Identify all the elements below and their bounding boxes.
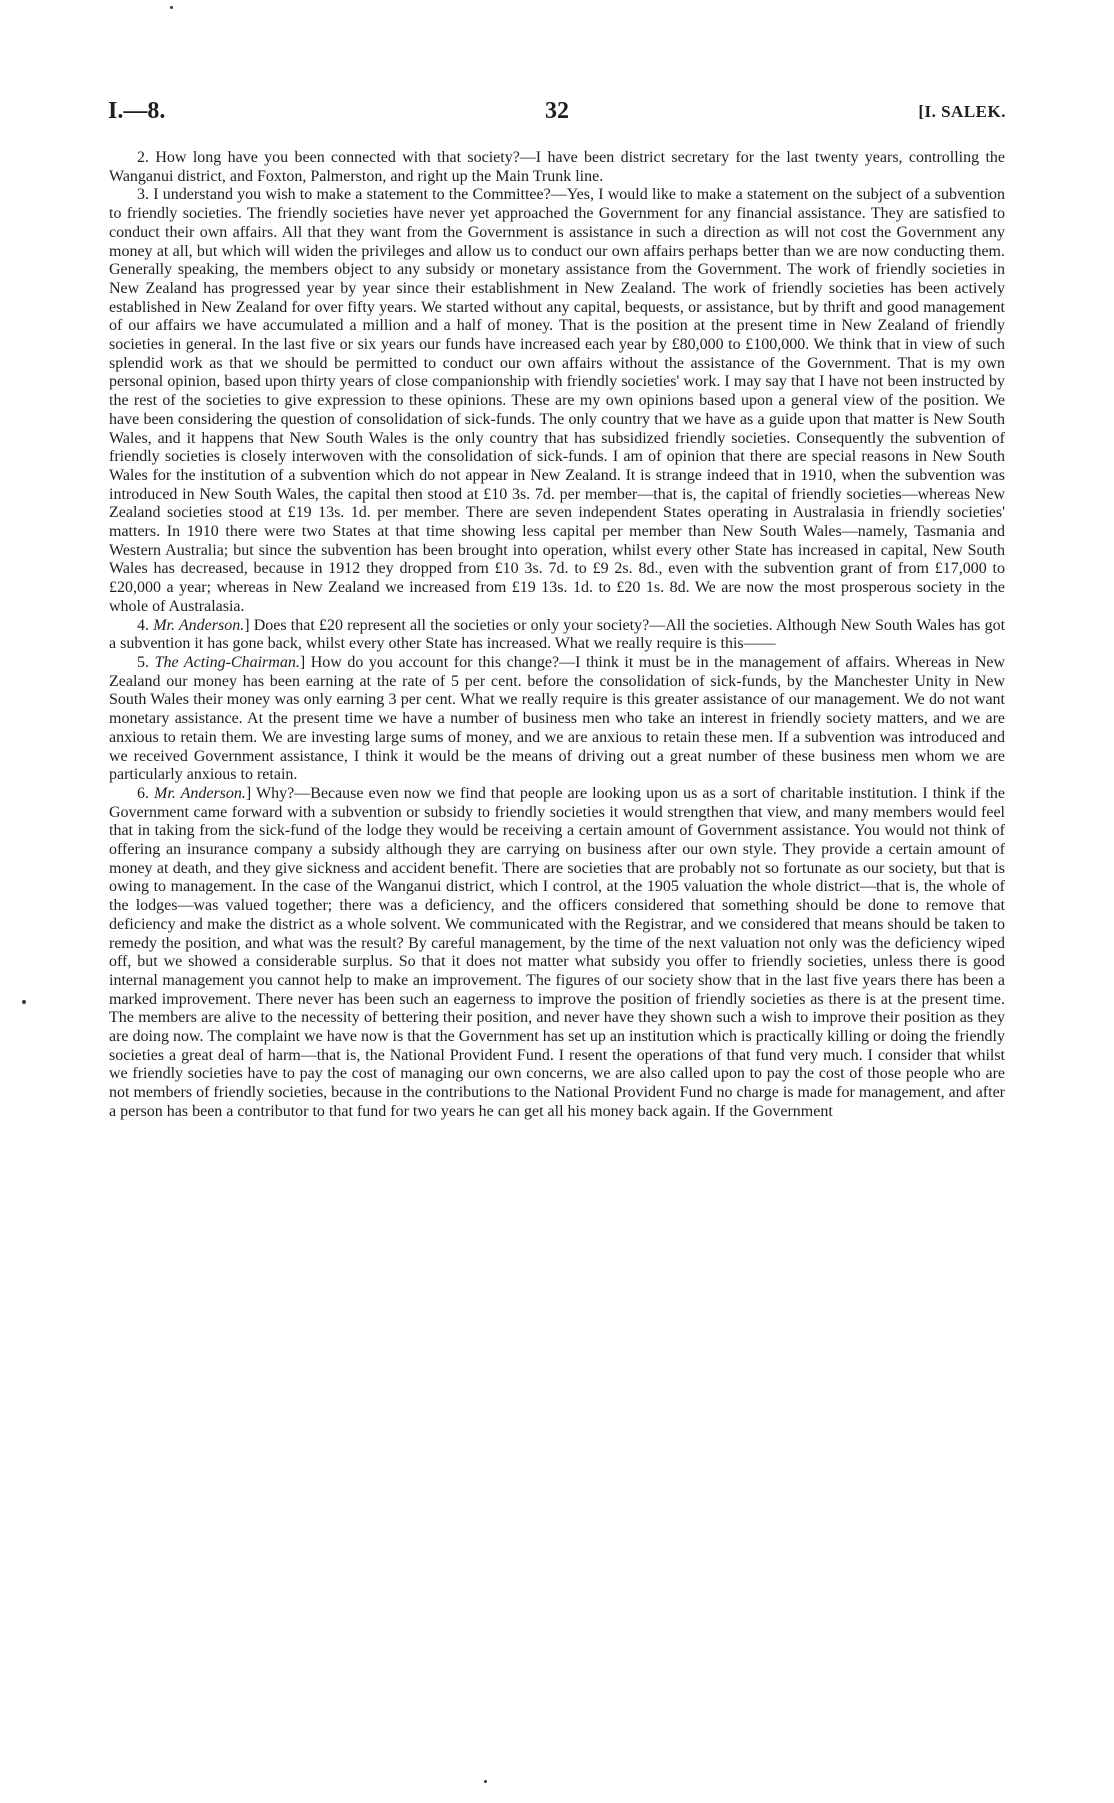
paragraph-2	[109, 149, 1005, 186]
speaker-name: Mr. Anderson.	[153, 616, 245, 634]
paragraph-6: 6. Mr. Anderson.] Why?—Because even now we find that people are looking upon us as a sort of charitable institution. I think if the Government came forward with a subvention or subsidy to friendly societies it would strengthen that view, and many members would feel that in taking from the sick-fund of the lodge they would be receiving a certain amount of Government assistance. You would not think of offering an insurance company a subsidy although they are carrying on business after our own style. They provide a certain amount of money at death, and they give sickness and accident benefit. There are societies that are probably not so fortunate as our society, but that is owing to management. In the case of the Wanganui district, which I control, at the 1905 valuation the whole district—that is, the whole of the lodges—was valued together; there was a deficiency, and the officers considered that something should be done to remove that deficiency and make the district as a whole solvent. We communicated with the Registrar, and we considered that means should be taken to remedy the position, and what was the result? By careful management, by the time of the next valuation not only was the deficiency wiped off, but we showed a considerable surplus. So that it does not matter what subsidy you offer to friendly societies, unless there is good internal management you cannot help to make an improvement. The figures of our society show that in the last five years there has been a marked improvement. There never has been such an eagerness to improve the position of friendly societies as there is at the present time. The members are alive to the necessity of bettering their position, and never have they shown such a wish to improve their position as they are doing now. The complaint we have now is that the Government has set up an institution which is practically killing or doing the friendly societies a great deal of harm—that is, the National Provident Fund. I resent the operations of that fund very much. I consider that whilst we friendly societies have to pay the cost of managing our own concerns, we are also called upon to pay the cost of those people who are not members of friendly societies, because in the contributions to the National Provident Fund no charge is made for management, and after a person has been a contributor to that fund for two years he can get all his money back again. If the Government	[109, 784, 1005, 1120]
paragraph-3	[109, 186, 1005, 616]
paragraph-text: How long have you been connected with that society?—I have been district secretary for the last twenty years, controlling the Wanganui district, and Foxton, Palmerston, and right up the Main Trunk line.	[109, 149, 1006, 185]
body-text	[109, 149, 1005, 1122]
paragraph-4: 4. Mr. Anderson.] Does that £20 represent all the societies or only your society?—All the societies. Although New South Wales has got a subvention it has gone back, whilst every other State has increased. What we really require is this——	[109, 616, 1006, 653]
paragraph-number: 4.	[137, 616, 149, 634]
page-number: 32	[545, 98, 569, 124]
paragraph-text: I understand you wish to make a statement to the Committee?—Yes, I would like to make a statement on the subject of a subvention to friendly societies. The friendly societies have never yet approached the Government for any financial assistance. They are satisfied to conduct their own affairs. All that they want from the Government is assistance in such a direction as will not cost the Government any money at all, but which will widen the privileges and allow us to conduct our own affairs perhaps better than we are now conducting them. Generally speaking, the members object to any subsidy or monetary assistance from the Government. The work of friendly societies in New Zealand has progressed year by year since their establishment in New Zealand. The work of friendly societies has been actively established in New Zealand for over fifty years. We started without any capital, bequests, or assistance, but by thrift and good management of our affairs we have accumulated a million and a half of money. That is the position at the present time in New Zealand of friendly societies in general. In the last five or six years our funds have increased each year by £80,000 to £100,000. We think that in view of such splendid work as that we should be permitted to conduct our own affairs without the assistance of the Government. That is my own personal opinion, based upon thirty years of close companionship with friendly societies' work. I may say that I have not been instructed by the rest of the societies to give expression to these opinions. These are my own opinions based upon a general view of the position. We have been considering the question of consolidation of sick-funds. The only country that we have as a guide upon that matter is New South Wales, and it happens that New South Wales is the only country that has subsidized friendly societies. Consequently the subvention of friendly societies is closely interwoven with the consolidation of sick-funds. I am of opinion that there are special reasons in New South Wales for the institution of a subvention which do not appear in New Zealand. It is strange indeed that in 1910, when the subvention was introduced in New South Wales, the capital then stood at £10 3s. 7d. per member—that is, the capital of friendly societies—whereas New Zealand societies stood at £19 13s. 1d. per member. There are seven independent States operating in Australasia in friendly societies' matters. In 1910 there were two States at that time showing less capital per member than New South Wales—namely, Tasmania and Western Australia; but since the subvention has been brought into operation, whilst every other State has increased in capital, New South Wales has decreased, because in 1912 they dropped from £10 3s. 7d. to £9 2s. 8d., even with the subvention grant of from £17,000 to £20,000 a year; whereas in New Zealand we increased from £19 13s. 1d. to £20 1s. 8d. We are now the most prosperous society in the whole of Australasia.	[109, 186, 1006, 615]
scan-speck	[22, 1000, 26, 1004]
speaker-name: Mr. Anderson.	[154, 784, 246, 802]
speaker-name: The Acting-Chairman.	[154, 653, 300, 671]
section-reference: [I. SALEK.	[918, 102, 1006, 121]
scan-speck	[170, 6, 173, 9]
paragraph-number: 6.	[137, 784, 149, 802]
page-header	[108, 98, 1006, 130]
paragraph-5: 5. The Acting-Chairman.] How do you account for this change?—I think it must be in the management of affairs. Whereas in New Zealand our money has been earning at the rate of 5 per cent. before the consolidation of sick-funds, by the Manchester Unity in New South Wales their money was only earning 3 per cent. What we really require is this greater assistance of our management. We do not want monetary assistance. At the present time we have a number of business men who take an interest in friendly society matters, and we are anxious to retain them. We are investing large sums of money, and we are anxious to retain these men. If a subvention was introduced and we received Government assistance, I think it would be the means of driving out a great number of these business men whom we are particularly anxious to retain.	[109, 653, 1006, 784]
paragraph-text: How do you account for this change?—I think it must be in the management of affairs. Whereas in New Zealand our money has been earning at the rate of 5 per cent. before the consolidation of sick-funds, by the Manchester Unity in New South Wales their money was only earning 3 per cent. What we really require is this greater assistance of our management. We do not want monetary assistance. At the present time we have a number of business men who take an interest in friendly society matters, and we are anxious to retain them. We are investing large sums of money, and we are anxious to retain these men. If a subvention was introduced and we received Government assistance, I think it would be the means of driving out a great number of these business men whom we are particularly anxious to retain.	[109, 653, 1006, 784]
paragraph-number: 3.	[137, 186, 149, 204]
paragraph-text: Why?—Because even now we find that people are looking upon us as a sort of charitable institution. I think if the Government came forward with a subvention or subsidy to friendly societies it would strengthen that view, and many members would feel that in taking from the sick-fund of the lodge they would be receiving a certain amount of Government assistance. You would not think of offering an insurance company a subsidy although they are carrying on business after our own style. They provide a certain amount of money at death, and they give sickness and accident benefit. There are societies that are probably not so fortunate as our society, but that is owing to management. In the case of the Wanganui district, which I control, at the 1905 valuation the whole district—that is, the whole of the lodges—was valued together; there was a deficiency, and the officers considered that something should be done to remove that deficiency and make the district as a whole solvent. We communicated with the Registrar, and we considered that means should be taken to remedy the position, and what was the result? By careful management, by the time of the next valuation not only was the deficiency wiped off, but we showed a considerable surplus. So that it does not matter what subsidy you offer to friendly societies, unless there is good internal management you cannot help to make an improvement. The figures of our society show that in the last five years there has been a marked improvement. There never has been such an eagerness to improve the position of friendly societies as there is at the present time. The members are alive to the necessity of bettering their position, and never have they shown such a wish to improve their position as they are doing now. The complaint we have now is that the Government has set up an institution which is practically killing or doing the friendly societies a great deal of harm—that is, the National Provident Fund. I resent the operations of that fund very much. I consider that whilst we friendly societies have to pay the cost of managing our own concerns, we are also called upon to pay the cost of those people who are not members of friendly societies, because in the contributions to the National Provident Fund no charge is made for management, and after a person has been a contributor to that fund for two years he can get all his money back again. If the Government	[109, 784, 1005, 1120]
paragraph-number: 2.	[137, 149, 149, 166]
paragraph-text: Does that £20 represent all the societies or only your society?—All the societies. Although New South Wales has got a subvention it has gone back, whilst every other State has increased. What we really require is this——	[109, 616, 1006, 653]
paragraph-number: 5.	[137, 653, 149, 671]
paper-reference: I.—8.	[108, 98, 166, 124]
scan-speck	[484, 1780, 487, 1783]
